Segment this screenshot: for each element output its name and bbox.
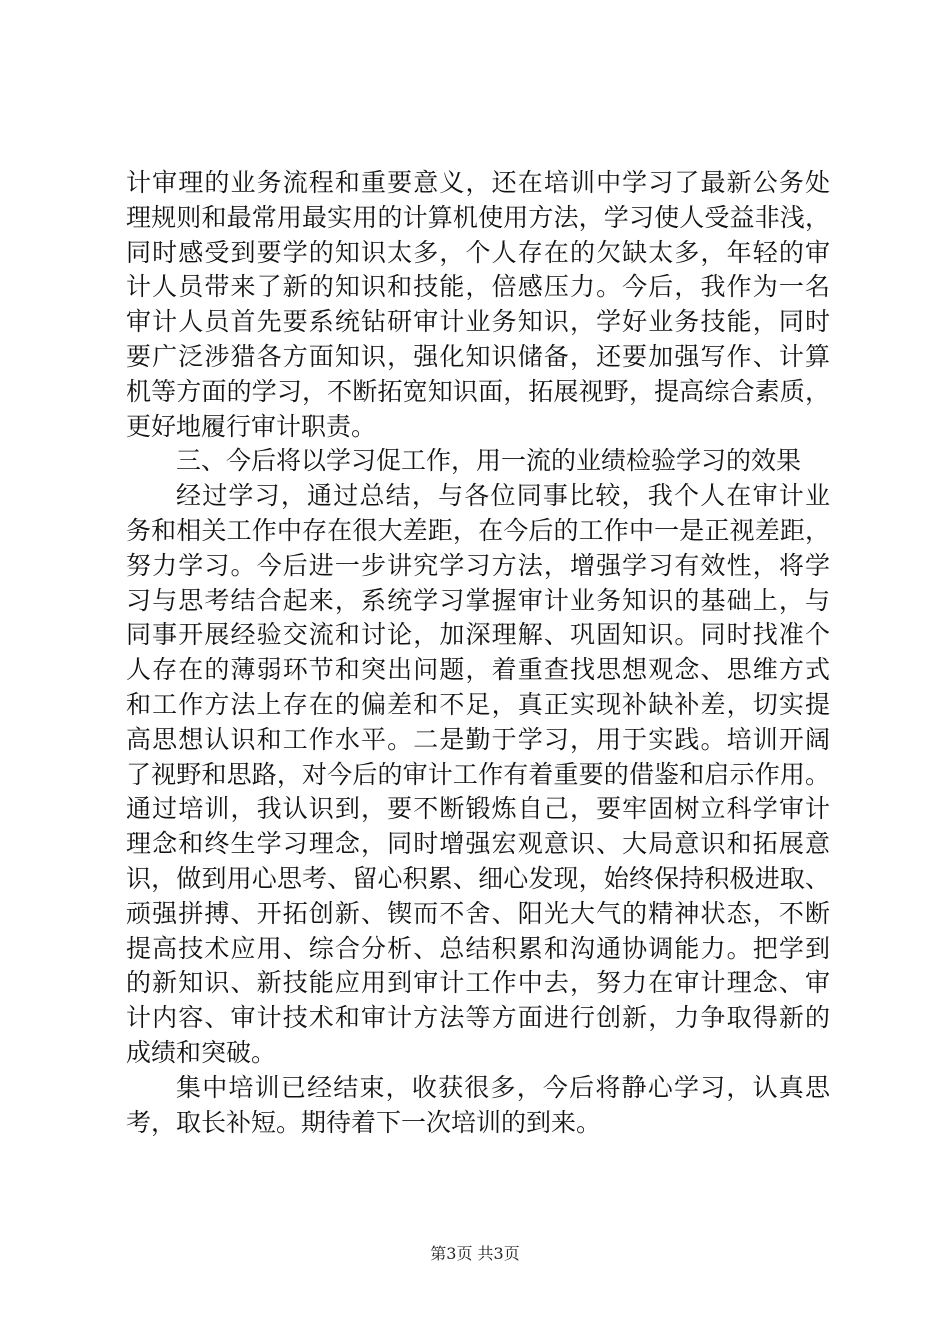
text-line: 和工作方法上存在的偏差和不足，真正实现补缺补差，切实提 — [126, 689, 830, 719]
text-line: 计人员带来了新的知识和技能，倍感压力。今后，我作为一名 — [126, 272, 830, 302]
text-line: 通过培训，我认识到，要不断锻炼自己，要牢固树立科学审计 — [126, 794, 830, 824]
text-line: 同时感受到要学的知识太多，个人存在的欠缺太多，年轻的审 — [126, 237, 830, 267]
text-line: 了视野和思路，对今后的审计工作有着重要的借鉴和启示作用。 — [126, 759, 830, 789]
text-line: 务和相关工作中存在很大差距，在今后的工作中一是正视差距， — [126, 515, 830, 545]
text-line: 机等方面的学习，不断拓宽知识面，拓展视野，提高综合素质， — [126, 376, 830, 406]
text-line: 计内容、审计技术和审计方法等方面进行创新，力争取得新的 — [126, 1003, 830, 1033]
text-line: 高思想认识和工作水平。二是勤于学习，用于实践。培训开阔 — [126, 724, 830, 754]
text-line: 习与思考结合起来，系统学习掌握审计业务知识的基础上，与 — [126, 585, 830, 615]
text-line: 人存在的薄弱环节和突出问题，着重查找思想观念、思维方式 — [126, 655, 830, 685]
text-line: 更好地履行审计职责。 — [126, 411, 377, 441]
paragraph-first-line: 集中培训已经结束，收获很多，今后将静心学习，认真思 — [176, 1072, 830, 1102]
text-line: 提高技术应用、综合分析、总结积累和沟通协调能力。把学到 — [126, 933, 830, 963]
text-line: 顽强拼搏、开拓创新、锲而不舍、阳光大气的精神状态，不断 — [126, 898, 830, 928]
body-text — [126, 166, 830, 1140]
text-line: 理念和终生学习理念，同时增强宏观意识、大局意识和拓展意 — [126, 829, 830, 859]
text-line: 理规则和最常用最实用的计算机使用方法，学习使人受益非浅， — [126, 202, 830, 232]
text-line: 识，做到用心思考、留心积累、细心发现，始终保持积极进取、 — [126, 863, 830, 893]
text-line: 计审理的业务流程和重要意义，还在培训中学习了最新公务处 — [126, 168, 830, 197]
text-line: 审计人员首先要系统钻研审计业务知识，学好业务技能，同时 — [126, 307, 830, 337]
text-line: 的新知识、新技能应用到审计工作中去，努力在审计理念、审 — [126, 968, 830, 998]
paragraph-first-line: 经过学习，通过总结，与各位同事比较，我个人在审计业 — [176, 481, 830, 511]
page-footer: 第3页 共3页 — [430, 1244, 520, 1263]
section-heading: 三、今后将以学习促工作，用一流的业绩检验学习的效果 — [176, 446, 802, 476]
text-line: 努力学习。今后进一步讲究学习方法，增强学习有效性，将学 — [126, 550, 830, 580]
text-line: 成绩和突破。 — [126, 1037, 277, 1067]
text-line: 考，取长补短。期待着下一次培训的到来。 — [126, 1107, 602, 1137]
text-line: 要广泛涉猎各方面知识，强化知识储备，还要加强写作、计算 — [126, 341, 830, 371]
text-line: 同事开展经验交流和讨论，加深理解、巩固知识。同时找准个 — [126, 620, 830, 650]
